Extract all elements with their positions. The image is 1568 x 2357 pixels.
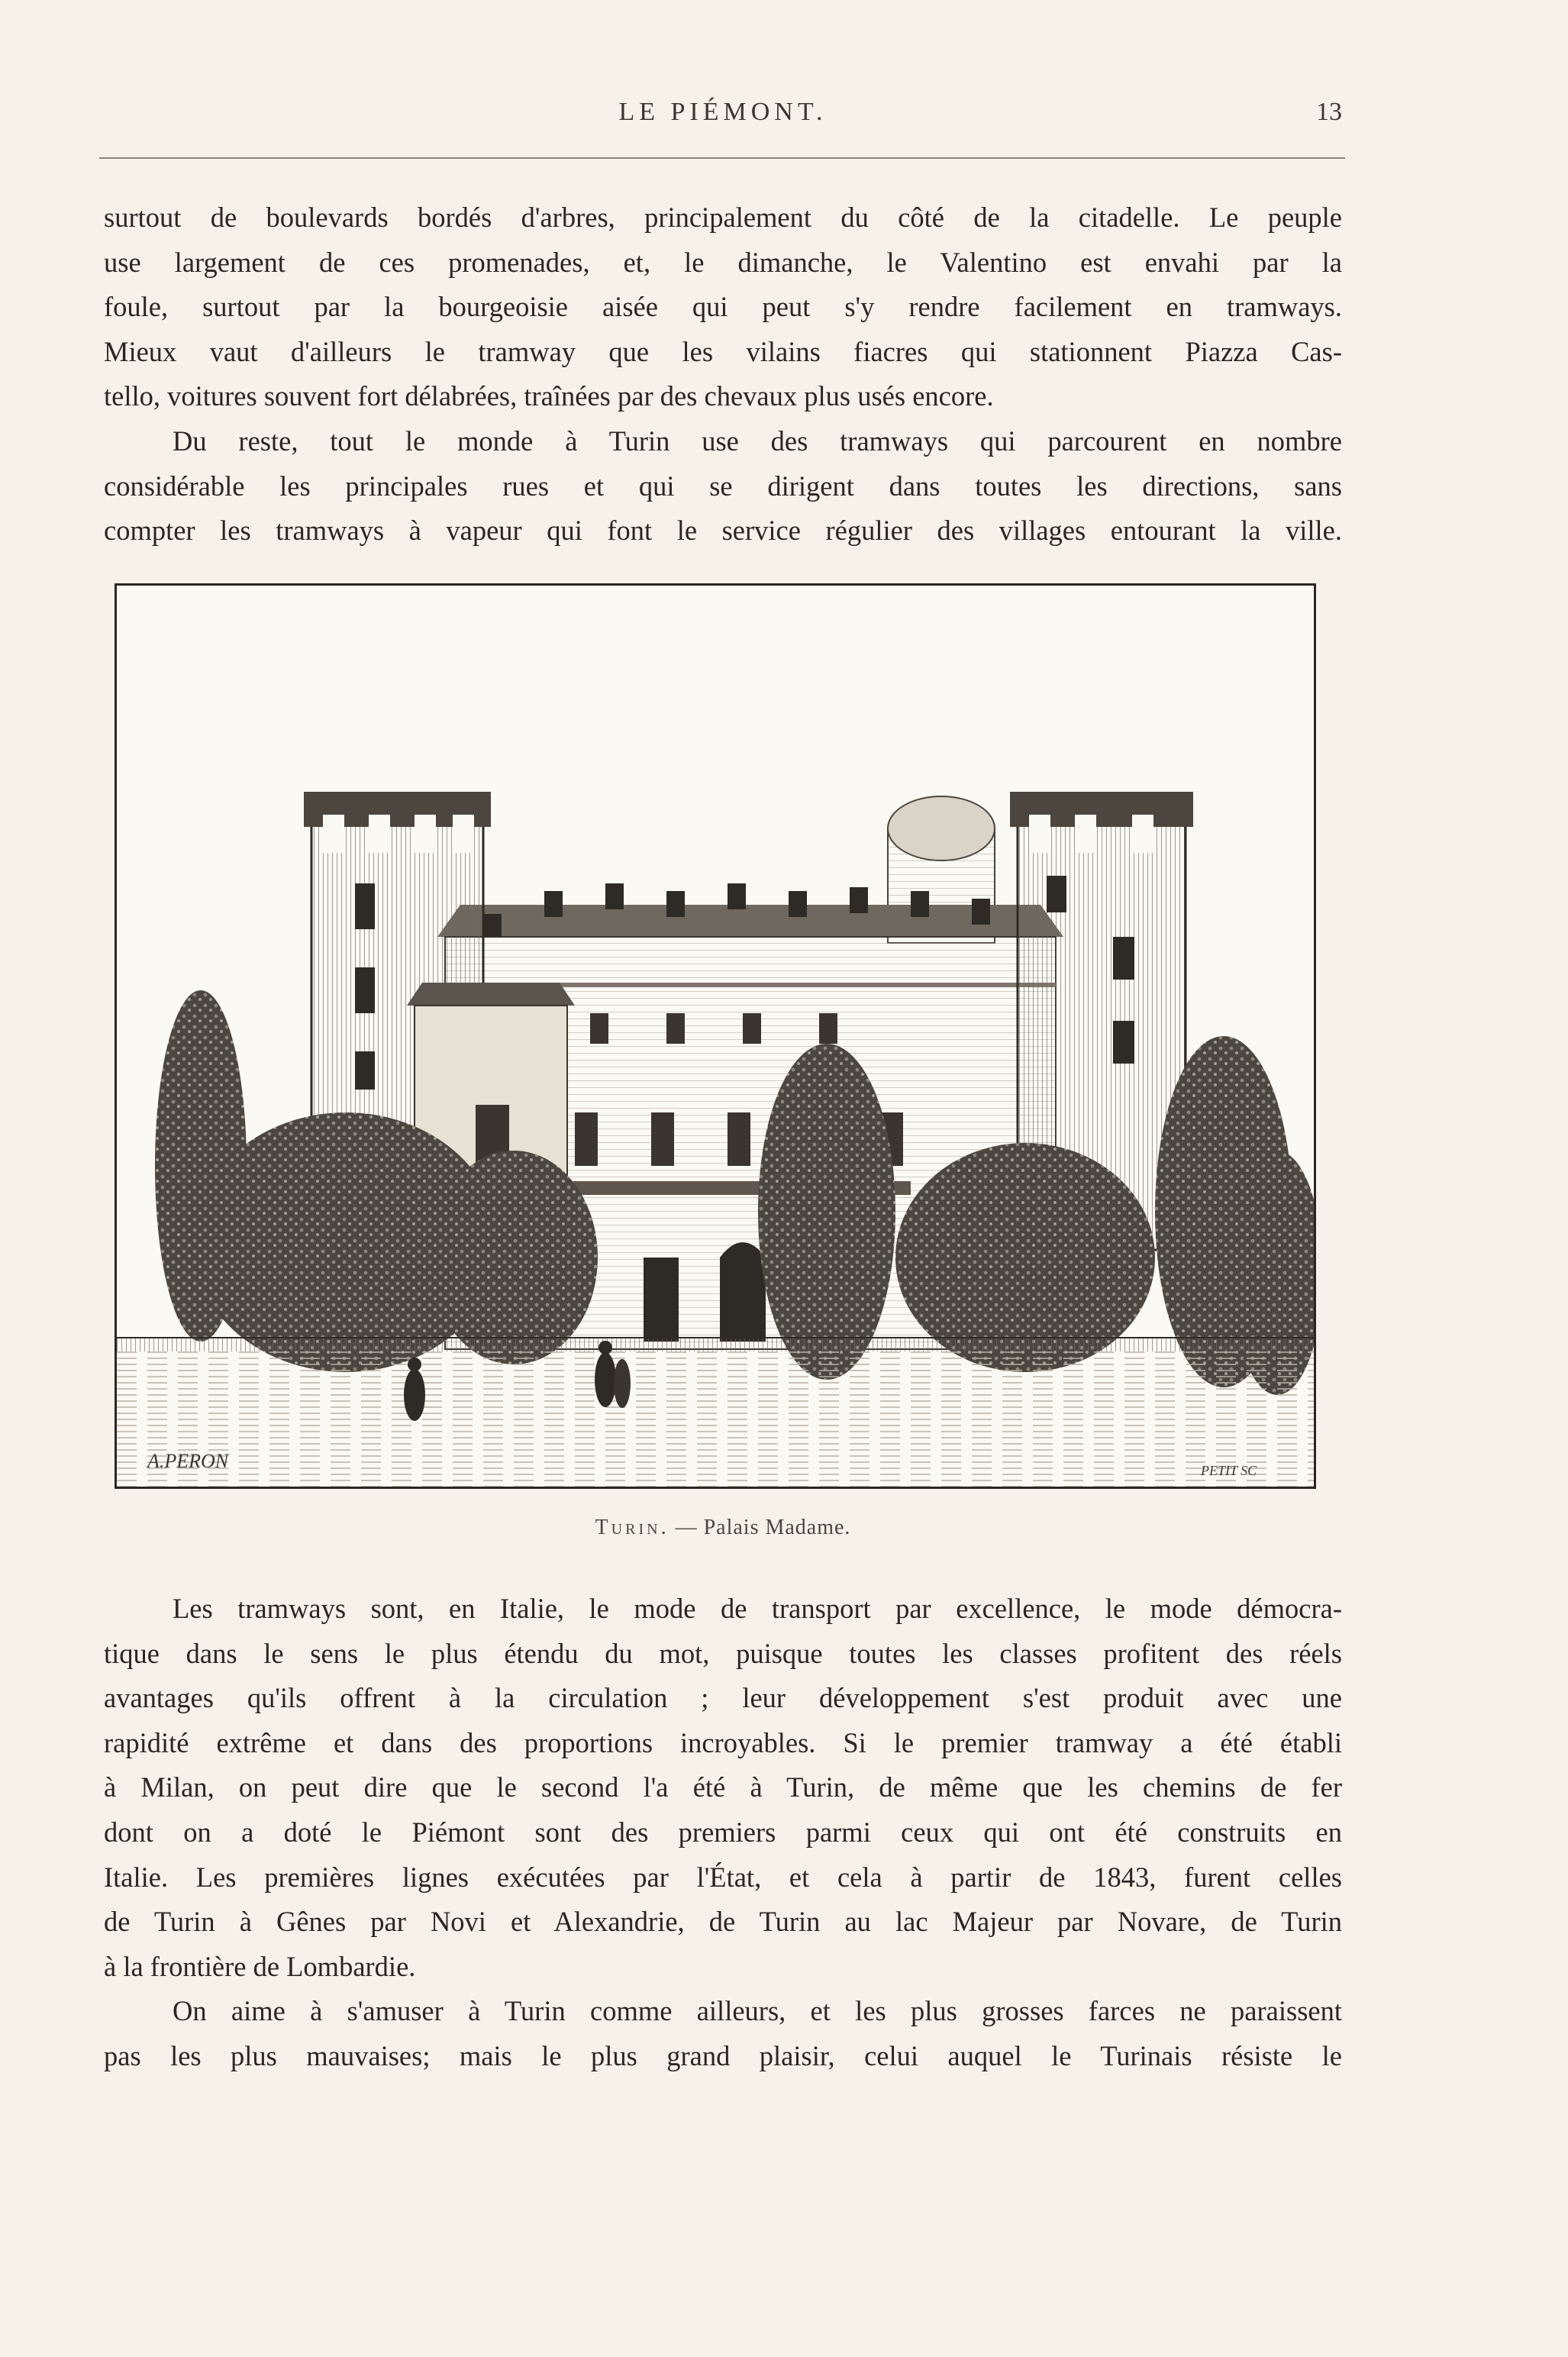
text-line: rapidité extrême et dans des proportions incroyables. Si le premier tramway a été établi	[104, 1726, 1342, 1758]
caption-separator: —	[675, 1516, 698, 1539]
top-text-block	[104, 195, 1342, 554]
text-line: tello, voitures souvent fort délabrées, traînées par des chevaux plus usés encore.	[104, 380, 994, 412]
caption-title: Palais Madame.	[703, 1516, 851, 1539]
text-line: dont on a doté le Piémont sont des premiers parmi ceux qui ont été construits en	[104, 1816, 1342, 1848]
bottom-text-block	[104, 1587, 1342, 2079]
text-line: Italie. Les premières lignes exécutées par l'État, et cela à partir de 1843, furent celles	[104, 1861, 1342, 1893]
text-line: use largement de ces promenades, et, le dimanche, le Valentino est envahi par la	[104, 246, 1342, 278]
text-line: considérable les principales rues et qui se dirigent dans toutes les directions, sans	[104, 470, 1342, 502]
text-line: foule, surtout par la bourgeoisie aisée qui peut s'y rendre facilement en tramways.	[104, 291, 1342, 323]
page-number: 13	[1316, 98, 1342, 126]
engraver-signature: PETIT SC	[1201, 1463, 1257, 1478]
text-line: avantages qu'ils offrent à la circulation ; leur développement s'est produit avec une	[104, 1682, 1342, 1714]
text-line: Du reste, tout le monde à Turin use des tramways qui parcourent en nombre	[173, 425, 1342, 457]
paragraph	[104, 1989, 1342, 2078]
text-line: Les tramways sont, en Italie, le mode de transport par excellence, le mode démocra-	[173, 1593, 1342, 1624]
text-line: tique dans le sens le plus étendu du mot, puisque toutes les classes profitent des réels	[104, 1637, 1342, 1669]
paragraph	[104, 1587, 1342, 1989]
artist-signature: A.PERON	[147, 1450, 229, 1472]
text-line: pas les plus mauvaises; mais le plus grand plaisir, celui auquel le Turinais résiste le	[104, 2039, 1342, 2071]
engraving-illustration	[117, 586, 1314, 1487]
text-line: surtout de boulevards bordés d'arbres, principalement du côté de la citadelle. Le peuple	[104, 202, 1342, 233]
paragraph	[104, 419, 1342, 554]
text-line: compter les tramways à vapeur qui font le service régulier des villages entourant la ville.	[104, 515, 1342, 547]
square-ground	[117, 1351, 1314, 1487]
text-line: à Milan, on peut dire que le second l'a été à Turin, de même que les chemins de fer	[104, 1771, 1342, 1803]
header-rule	[99, 157, 1345, 159]
page-header	[104, 92, 1342, 137]
caption-place: Turin.	[595, 1516, 669, 1539]
paragraph	[104, 195, 1342, 419]
text-line: On aime à s'amuser à Turin comme ailleurs, et les plus grosses farces ne paraissent	[173, 1995, 1342, 2027]
running-title: LE PIÉMONT.	[618, 98, 828, 126]
text-line: à la frontière de Lombardie.	[104, 1950, 416, 1982]
text-line: Mieux vaut d'ailleurs le tramway que les vilains fiacres qui stationnent Piazza Cas-	[104, 335, 1342, 367]
iron-railing	[117, 1338, 1314, 1351]
figure-caption	[104, 1516, 1342, 1540]
engraving-palais-madame	[115, 583, 1316, 1489]
text-line: de Turin à Gênes par Novi et Alexandrie, de Turin au lac Majeur par Novare, de Turin	[104, 1906, 1342, 1938]
